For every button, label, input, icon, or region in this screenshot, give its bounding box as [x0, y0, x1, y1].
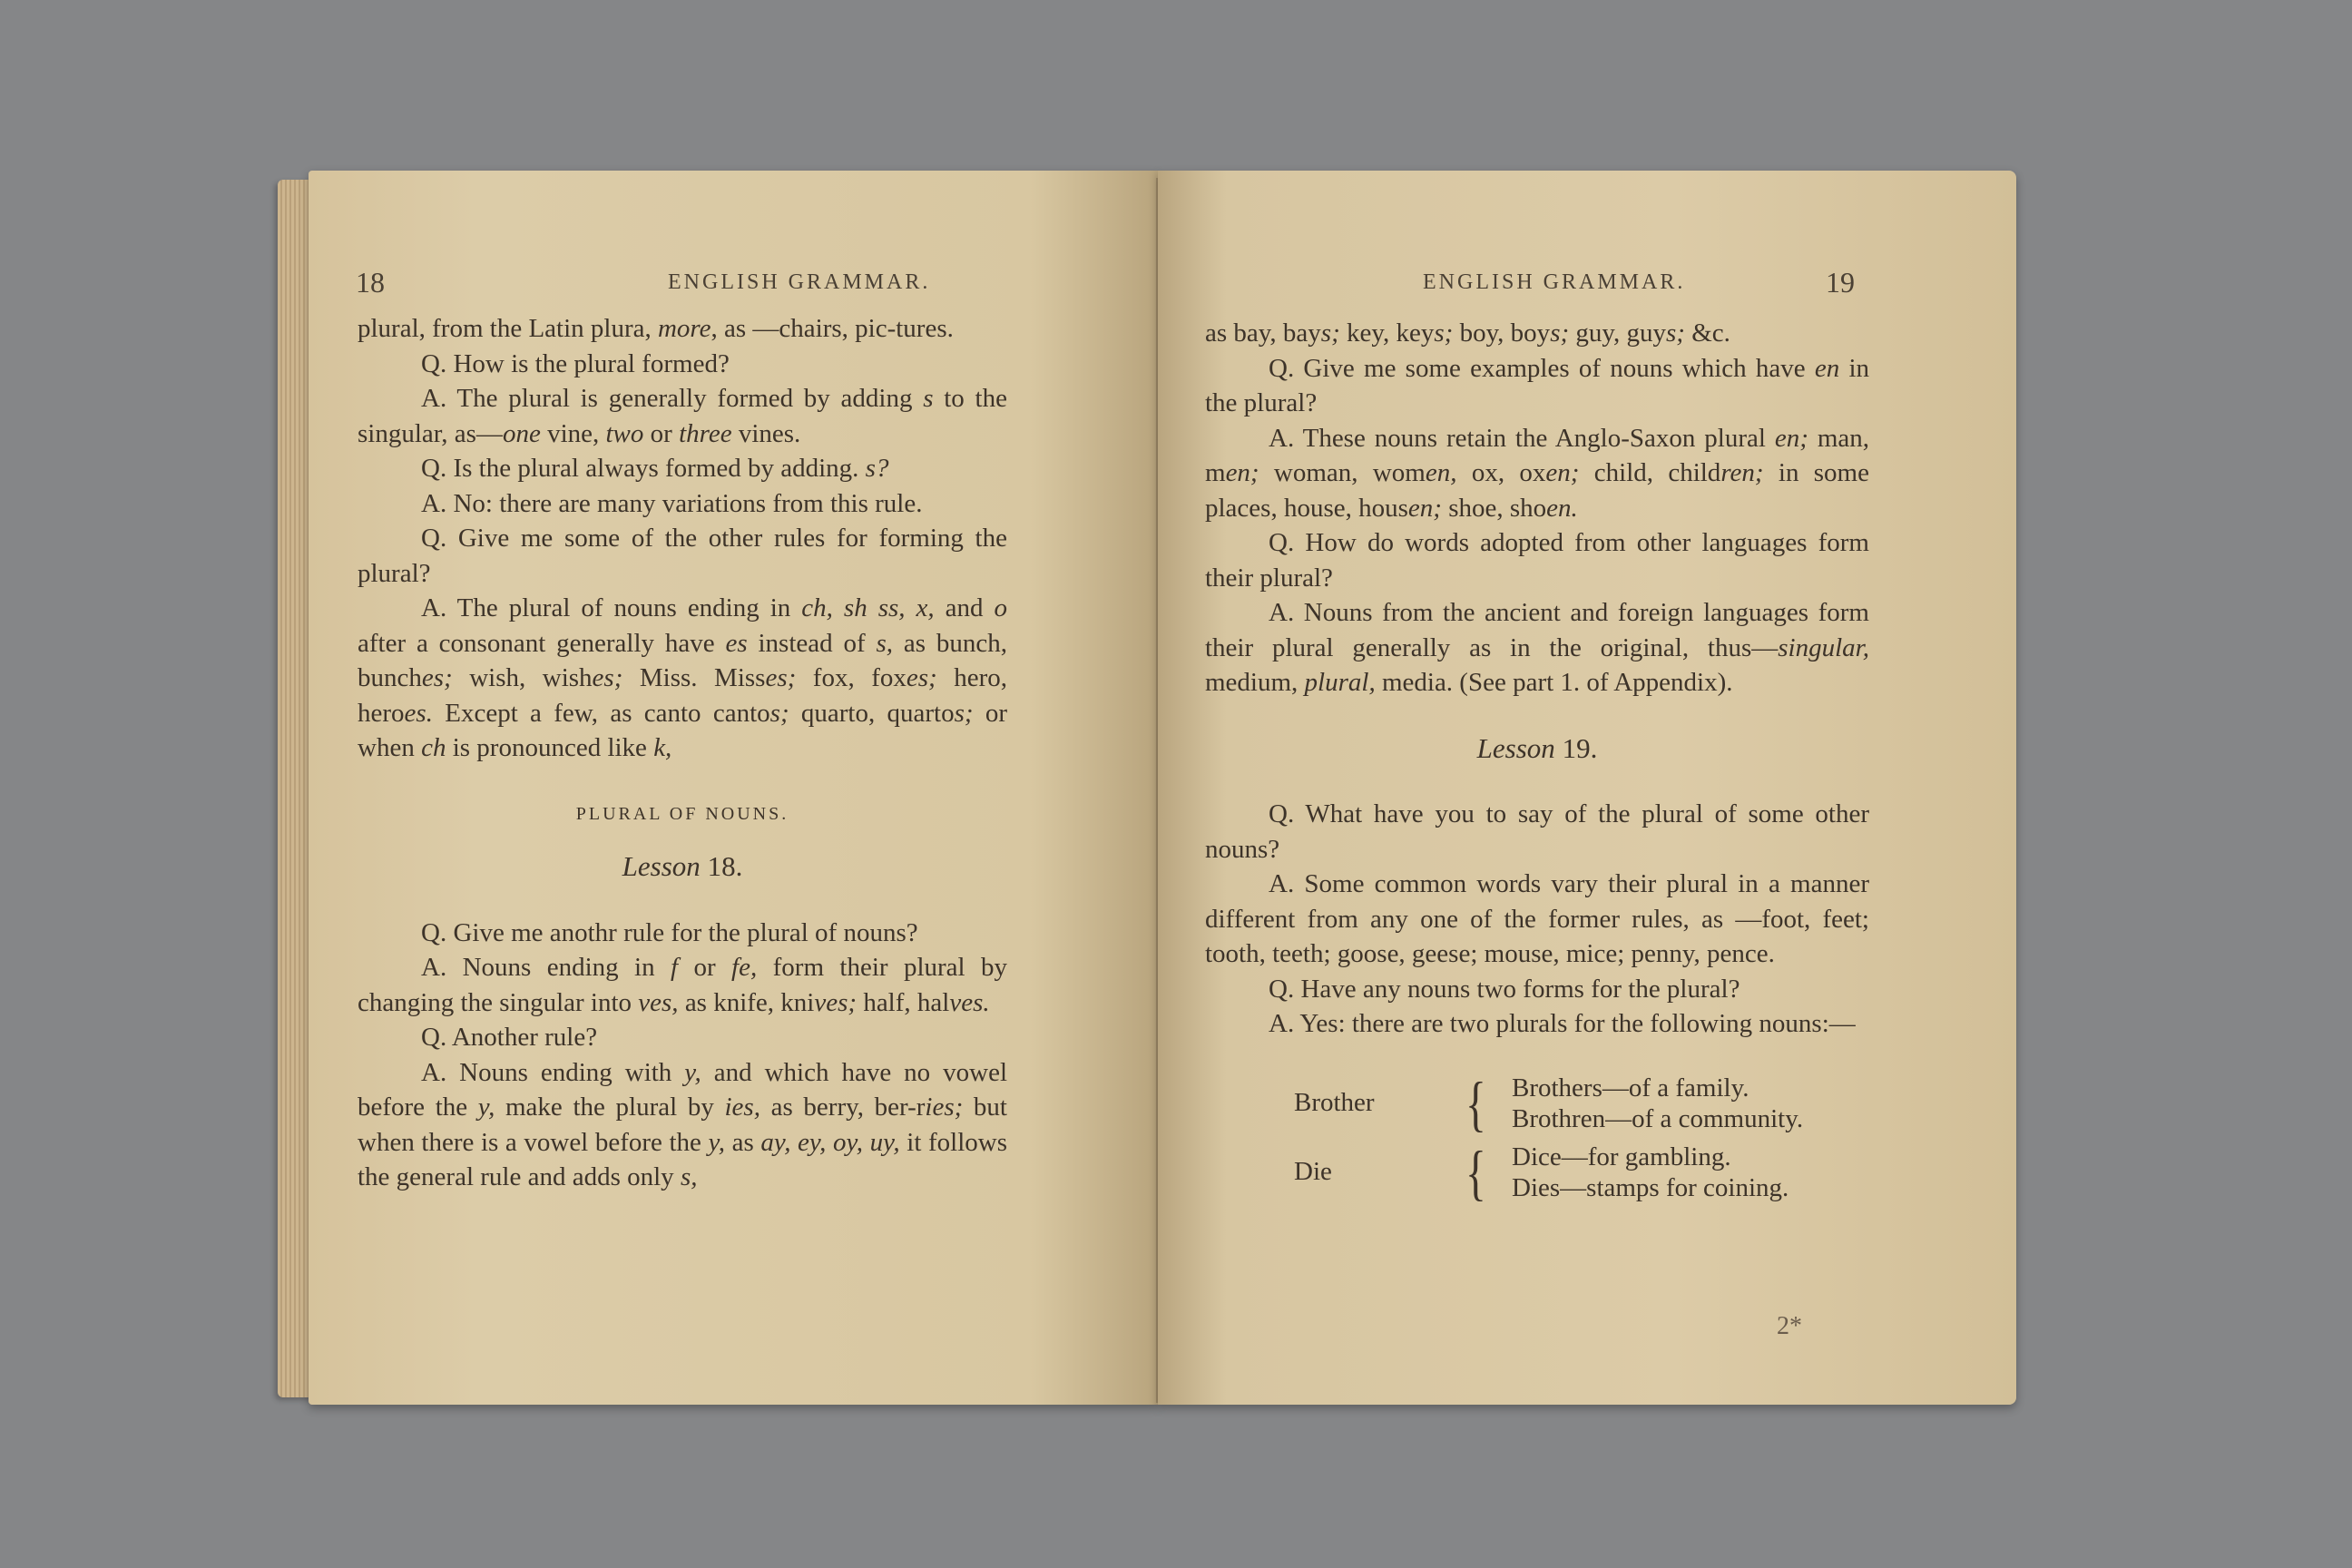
answer: A. Nouns ending with y, and which have no vowel before the y, make the plural by ies, as berry, ber-ries; but when there is a vowel before the y, as ay, ey, oy, uy, it follows the general rule and adds only s, — [358, 1057, 1007, 1191]
question: Q. Give me some examples of nouns which have en in the plural? — [1205, 353, 1870, 417]
question: Q. How is the plural formed? — [421, 348, 730, 378]
question: Q. Give me anothr rule for the plural of nouns? — [421, 917, 918, 947]
question: Q. Is the plural always formed by adding. s? — [421, 454, 889, 483]
page-number-left: 18 — [356, 266, 385, 299]
left-page — [309, 171, 1158, 1405]
answer: A. Nouns from the ancient and foreign languages form their plural generally as in the original, thus—singular, medium, plural, media. (See part 1. of Appendix). — [1205, 598, 1869, 697]
paragraph: plural, from the Latin plura, more, as —chairs, pic-tures. — [358, 314, 954, 343]
answer: A. Nouns ending in f or fe, form their plural by changing the singular into ves, as knife, knives; half, halves. — [358, 953, 1007, 1017]
answer: A. Yes: there are two plurals for the following nouns:— — [1269, 1009, 1856, 1038]
answer: A. The plural is generally formed by adding s to the singular, as—one vine, two or three vines. — [358, 384, 1007, 448]
answer: A. No: there are many variations from this rule. — [421, 488, 923, 518]
plural-forms: Dice—for gambling. Dies—stamps for coining. — [1512, 1142, 1789, 1202]
running-head-left: ENGLISH GRAMMAR. — [668, 270, 931, 294]
question: Q. Another rule? — [421, 1023, 598, 1052]
left-page-text — [358, 311, 1007, 1195]
right-page-text — [1205, 316, 1869, 1207]
question: Q. Have any nouns two forms for the plural? — [1269, 974, 1740, 1004]
plural-forms: Brothers—of a family. Brothren—of a community. — [1512, 1073, 1804, 1133]
noun-word: Die — [1294, 1157, 1332, 1187]
question: Q. How do words adopted from other languages form their plural? — [1205, 528, 1869, 593]
section-title: PLURAL OF NOUNS. — [575, 803, 789, 824]
noun-word: Brother — [1294, 1088, 1375, 1118]
paragraph: as bay, bays; key, keys; boy, boys; guy, guys; &c. — [1205, 318, 1730, 348]
right-page — [1158, 171, 2016, 1405]
question: Q. What have you to say of the plural of some other nouns? — [1205, 799, 1869, 864]
brace-glyph: { — [1465, 1137, 1486, 1207]
question: Q. Give me some of the other rules for forming the plural? — [358, 524, 1007, 588]
lesson-heading: Lesson 18. — [622, 850, 743, 882]
lesson-heading: Lesson 19. — [1476, 731, 1598, 764]
running-head-right: ENGLISH GRAMMAR. — [1423, 270, 1686, 294]
brace-glyph: { — [1465, 1068, 1486, 1138]
plural-entry — [1205, 1138, 1869, 1207]
plural-forms-list — [1205, 1069, 1869, 1207]
open-book — [272, 171, 2016, 1412]
signature-mark: 2* — [1777, 1312, 1802, 1340]
answer: A. Some common words vary their plural in a manner different from any one of the former rules, as —foot, feet; tooth, teeth; goose, geese; mouse, mice; penny, pence. — [1205, 869, 1869, 968]
answer: A. The plural of nouns ending in ch, sh ss, x, and o after a consonant generally have es instead of s, as bunch, bunches; wish, wishes; Miss. Misses; fox, foxes; hero, heroes. Except a few, as canto cantos; quarto, quartos; or when ch is pronounced like k, — [358, 593, 1008, 762]
answer: A. These nouns retain the Anglo-Saxon plural en; man, men; woman, women, ox, oxen; child, children; in some places, house, housen; shoe, shoen. — [1205, 423, 1869, 523]
plural-entry — [1205, 1069, 1869, 1138]
page-number-right: 19 — [1826, 266, 1855, 299]
